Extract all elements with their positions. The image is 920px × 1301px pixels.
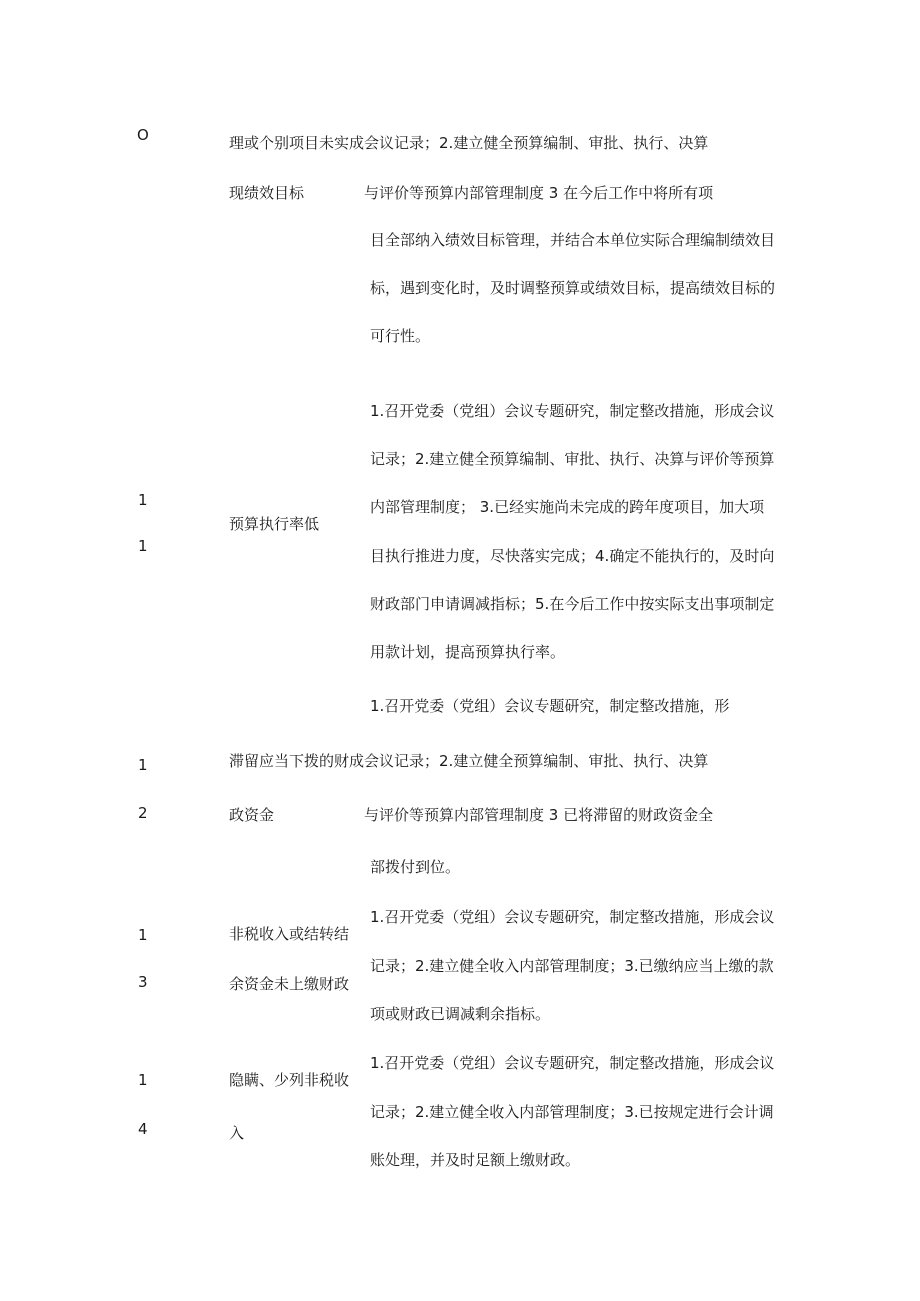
measure-line: 标，遇到变化时，及时调整预算或绩效目标，提高绩效目标的 xyxy=(370,279,776,297)
measure-line: 账处理，并及时足额上缴财政。 xyxy=(370,1151,581,1169)
row-number: 3 xyxy=(138,973,148,991)
item-text: 现绩效目标 xyxy=(229,184,305,202)
measure-line: 1.召开党委（党组）会议专题研究，制定整改措施，形成会议 xyxy=(370,402,775,420)
measure-line: 记录；2.建立健全收入内部管理制度；3.已按规定进行会计调 xyxy=(370,1103,774,1121)
measure-line: 用款计划，提高预算执行率。 xyxy=(370,643,566,661)
measure-line: 部拨付到位。 xyxy=(370,858,461,876)
measure-text: 与评价等预算内部管理制度 3 在今后工作中将所有项 xyxy=(364,184,714,202)
item-text: 政资金 xyxy=(229,806,275,824)
measure-line: 内部管理制度； 3.已经实施尚未完成的跨年度项目，加大项 xyxy=(370,498,765,516)
row-number: 1 xyxy=(138,756,148,774)
measure-line: 1.召开党委（党组）会议专题研究，制定整改措施，形 xyxy=(370,697,730,715)
row-number: 4 xyxy=(138,1120,148,1138)
row-number: O xyxy=(137,126,149,144)
row-number: 1 xyxy=(138,491,148,509)
item-text: 隐瞒、少列非税收 xyxy=(229,1071,350,1089)
measure-line: 记录；2.建立健全预算编制、审批、执行、决算与评价等预算 xyxy=(370,450,775,468)
measure-line: 项或财政已调减剩余指标。 xyxy=(370,1005,551,1023)
measure-line: 目全部纳入绩效目标管理，并结合本单位实际合理编制绩效目 xyxy=(370,231,776,249)
measure-line: 目执行推进力度，尽快落实完成；4.确定不能执行的，及时向 xyxy=(370,547,775,565)
merged-text-line: 理或个别项目未实成会议记录；2.建立健全预算编制、审批、执行、决算 xyxy=(229,134,709,152)
row-number: 2 xyxy=(138,804,148,822)
item-text: 入 xyxy=(229,1124,245,1142)
measure-line: 可行性。 xyxy=(370,327,431,345)
item-text: 余资金未上缴财政 xyxy=(229,975,350,993)
row-number: 1 xyxy=(138,1071,148,1089)
item-text: 非税收入或结转结 xyxy=(229,925,350,943)
measure-line: 财政部门申请调减指标；5.在今后工作中按实际支出事项制定 xyxy=(370,595,775,613)
measure-line: 1.召开党委（党组）会议专题研究，制定整改措施，形成会议 xyxy=(370,1054,775,1072)
item-text: 预算执行率低 xyxy=(229,515,320,533)
row-number: 1 xyxy=(138,537,148,555)
measure-text: 与评价等预算内部管理制度 3 已将滞留的财政资金全 xyxy=(364,806,714,824)
measure-line: 记录；2.建立健全收入内部管理制度；3.已缴纳应当上缴的款 xyxy=(370,957,774,975)
merged-text-line: 滞留应当下拨的财成会议记录；2.建立健全预算编制、审批、执行、决算 xyxy=(229,752,709,770)
measure-line: 1.召开党委（党组）会议专题研究，制定整改措施，形成会议 xyxy=(370,908,775,926)
row-number: 1 xyxy=(138,926,148,944)
